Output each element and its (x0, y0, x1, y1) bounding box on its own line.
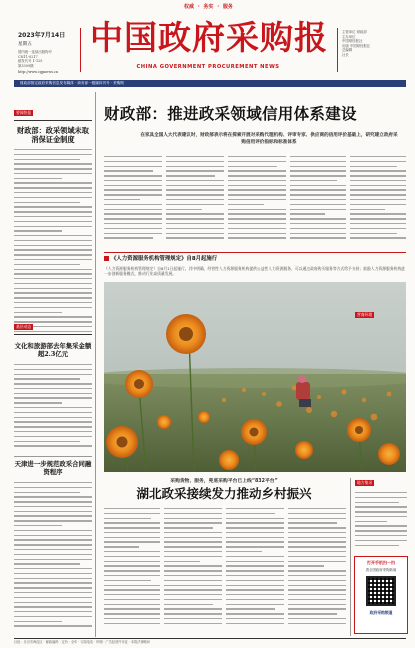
photo-top-rule (104, 252, 406, 253)
main-headline[interactable]: 财政部：推进政采领域信用体系建设 (104, 104, 357, 123)
issue-line-4: 第3309期 (18, 63, 34, 68)
left-rule-2 (14, 334, 92, 335)
photo-caption: 《人力资源服务机构管理规定》自8月1日起施行。其中明确，经营性人力资源服务机构提供公益性人力资源服务，可以通过政府购买服务等方式给予支持；鼓励人力资源服务机构进一步创新服务模式，推动行业高质量发展。 (104, 266, 405, 277)
top-tags: 权威 · 务实 · 服务 (184, 4, 233, 10)
publisher-line-4: 出版 中国财经报社 (342, 43, 371, 48)
bottom-kicker: 采购货物、服务，兜底采购平台已上线“832平台” (170, 479, 278, 484)
newspaper-title: 中国政府采购报 (90, 18, 328, 57)
publisher-line-1: 主管单位 财政部 (342, 30, 367, 34)
issue-weekday: 星期五 (18, 42, 32, 47)
left-divider (95, 92, 96, 637)
left-rule-3 (14, 456, 92, 457)
bottom-story-col-4 (288, 508, 346, 632)
section-tag-business (355, 312, 374, 318)
right-col-body (355, 492, 407, 552)
publisher-line-5: 总编辑 (342, 48, 353, 53)
lead-story-col-3 (228, 156, 286, 246)
publisher-line-6: 社长 (342, 52, 349, 57)
left-rule-1 (14, 120, 92, 121)
publisher-info (342, 30, 408, 58)
masthead (0, 0, 415, 88)
footer-text: 社址：北京市海淀区 · 邮政编码 · 定价 · 全年 · 订阅电话 · 印刷 · 广告经营许可证 · 本报法律顾问 (14, 640, 151, 644)
section-tag-business-label: 营商环境 (357, 312, 373, 317)
brief-2-body (14, 364, 92, 454)
lead-story-col-4 (290, 156, 346, 246)
section-tag-news (14, 110, 33, 116)
qr-ad-tag: 政府采购频道 (369, 610, 393, 615)
issue-date: 2023年7月14日 (18, 32, 66, 39)
section-tag-local (14, 324, 33, 330)
footer-rule (14, 638, 406, 639)
left-column (14, 92, 92, 637)
publisher-line-2: 主办单位 (342, 34, 356, 39)
publisher-line-3: 中国财经报社 (342, 39, 363, 44)
lead-story-col-5 (350, 156, 406, 246)
flower-field-image (104, 282, 406, 472)
qr-ad-box[interactable] (354, 556, 408, 634)
photo-title-marker-icon (104, 256, 109, 261)
qr-code-icon (366, 576, 396, 606)
lead-story-col-1 (104, 156, 162, 246)
issue-line-1: 国内统一连续出版物号 (18, 50, 52, 54)
website-link[interactable]: http://www.cgpnews.cn (18, 70, 59, 75)
section-tag-news-label: 要闻快报 (16, 110, 32, 115)
qr-ad-subtitle: 看全国政府采购新闻 (365, 568, 397, 572)
brief-2-title[interactable]: 文化和旅游部去年集采金额超2.3亿元 (14, 342, 92, 359)
date-block (18, 30, 76, 75)
newspaper-title-en: CHINA GOVERNMENT PROCUREMENT NEWS (136, 64, 280, 70)
bottom-story-col-1 (104, 508, 160, 632)
qr-ad-title: 打开手机扫一扫 (367, 560, 395, 565)
flower-field-photo (104, 282, 406, 472)
issue-line-3: 邮发代号 1-125 (18, 59, 43, 64)
section-tag-central (355, 480, 374, 486)
photo-title-text: 《人力资源服务机构管理规定》自8月起施行 (111, 256, 218, 262)
brief-3-body (14, 482, 92, 632)
info-strip-text: 财政部指定政府采购信息发布媒体 · 商务部一级媒体刊号 · 采购网 (20, 81, 124, 85)
lead-story-col-2 (166, 156, 224, 246)
brief-1-body (14, 149, 92, 339)
section-tag-central-label: 地方集采 (357, 480, 373, 485)
photo-title (104, 255, 406, 263)
bottom-story-col-3 (226, 508, 284, 632)
top-tag-2: 务实 (203, 4, 214, 10)
right-divider (350, 478, 351, 636)
bottom-story-col-2 (164, 508, 222, 632)
headline-deck: 在家具全国人大代表建议时，财政部表示将在探索开展对采购代理机构、评审专家、供应商的信用评价基础上，研究建立政府采购信用评价指标和标准体系 (140, 133, 398, 145)
masthead-rule-right (337, 28, 338, 72)
top-tag-3: 服务 (222, 4, 233, 10)
bottom-headline[interactable]: 湖北政采接续发力推动乡村振兴 (136, 486, 312, 501)
top-tag-1: 权威 (184, 4, 195, 10)
brief-1-title[interactable]: 财政部：政采领域未取消保证金制度 (17, 126, 89, 144)
masthead-rule-left (80, 28, 81, 72)
brief-3-title[interactable]: 天津进一步规范政采合同融资程序 (14, 460, 92, 477)
issue-line-2: CN11-0217 (18, 54, 38, 59)
section-tag-local-label: 基层动态 (16, 324, 32, 329)
